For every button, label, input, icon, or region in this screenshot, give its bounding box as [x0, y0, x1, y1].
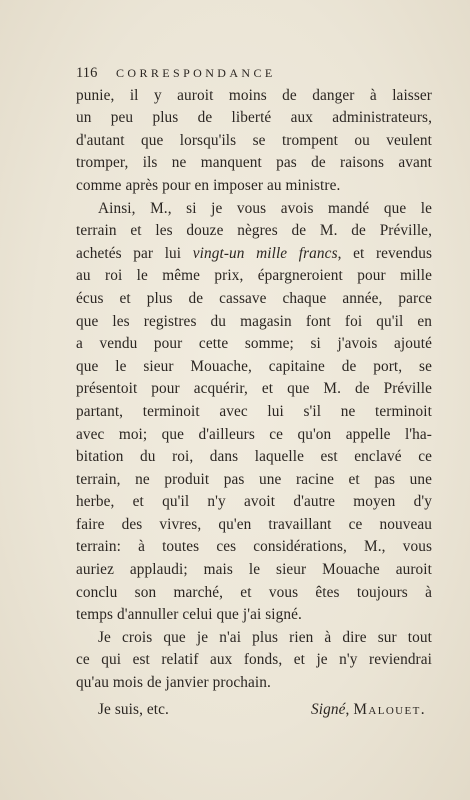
text-line: Je crois que je n'ai plus rien à dire sur tout [98, 628, 432, 646]
page-header [76, 62, 432, 85]
text-line: écus et plus de cassave chaque année, parce [76, 289, 432, 307]
text-line: ce qui est relatif aux fonds, et je n'y reviendrai [76, 651, 432, 669]
signer-name: Malouet. [353, 700, 426, 718]
paragraph-3 [76, 627, 432, 695]
text-line: auriez applaudi; mais le sieur Mouache auroit [76, 561, 432, 579]
text-line: tromper, ils ne manquent pas de raisons avant [76, 154, 432, 172]
signature-separator: , [345, 700, 354, 718]
text-line: que le sieur Mouache, capitaine de port, se [76, 357, 432, 375]
text-line: faire des vivres, qu'en travaillant ce nouveau [76, 515, 432, 533]
page-text-block [76, 62, 432, 721]
text-line: comme après pour en imposer au ministre. [76, 176, 341, 194]
emphasized-amount: vingt-un mille francs [192, 244, 338, 262]
signed-label: Signé [311, 700, 346, 718]
text-line: terrain, ne produit pas une racine et pas une [76, 470, 432, 488]
text-line: punie, il y auroit moins de danger à laisser [76, 86, 432, 104]
text-line: herbe, et qu'il n'y avoit d'autre moyen d'y [76, 493, 432, 511]
text-line: bitation du roi, dans laquelle est enclavé ce [76, 448, 432, 466]
text-line-with-emphasis [76, 243, 432, 266]
line-segment: achetés par lui [76, 244, 193, 262]
text-line: qu'au mois de janvier prochain. [76, 674, 271, 692]
closing-formula: Je suis, etc. [98, 700, 169, 718]
signature [311, 699, 432, 722]
text-line: présentoit pour acquérir, et que M. de Préville [76, 380, 432, 398]
text-line: terrain: à toutes ces considérations, M., vous [76, 538, 432, 556]
text-line: partant, terminoit avec lui s'il ne terminoit [76, 402, 432, 420]
text-line: au roi le même prix, épargneroient pour mille [76, 267, 432, 285]
text-line: d'autant que lorsqu'ils se trompent ou veulent [76, 131, 432, 149]
text-line: conclu son marché, et vous êtes toujours à [76, 583, 432, 601]
paragraph-1 [76, 85, 432, 198]
text-line: avec moi; que d'ailleurs ce qu'on appelle l'ha- [76, 425, 432, 443]
paragraph-2 [76, 198, 432, 627]
line-segment: , et revendus [337, 244, 432, 262]
text-line: que les registres du magasin font foi qu'il en [76, 312, 432, 330]
text-line: temps d'annuller celui que j'ai signé. [76, 606, 302, 624]
text-line: un peu plus de liberté aux administrateurs, [76, 109, 432, 127]
running-head: CORRESPONDANCE [116, 66, 276, 80]
text-line: Ainsi, M., si je vous avois mandé que le [98, 199, 432, 217]
letter-signoff [76, 699, 432, 722]
page-number: 116 [76, 65, 98, 81]
text-line: terrain et les douze nègres de M. de Préville, [76, 222, 432, 240]
text-line: a vendu pour cette somme; si j'avois ajouté [76, 335, 432, 353]
